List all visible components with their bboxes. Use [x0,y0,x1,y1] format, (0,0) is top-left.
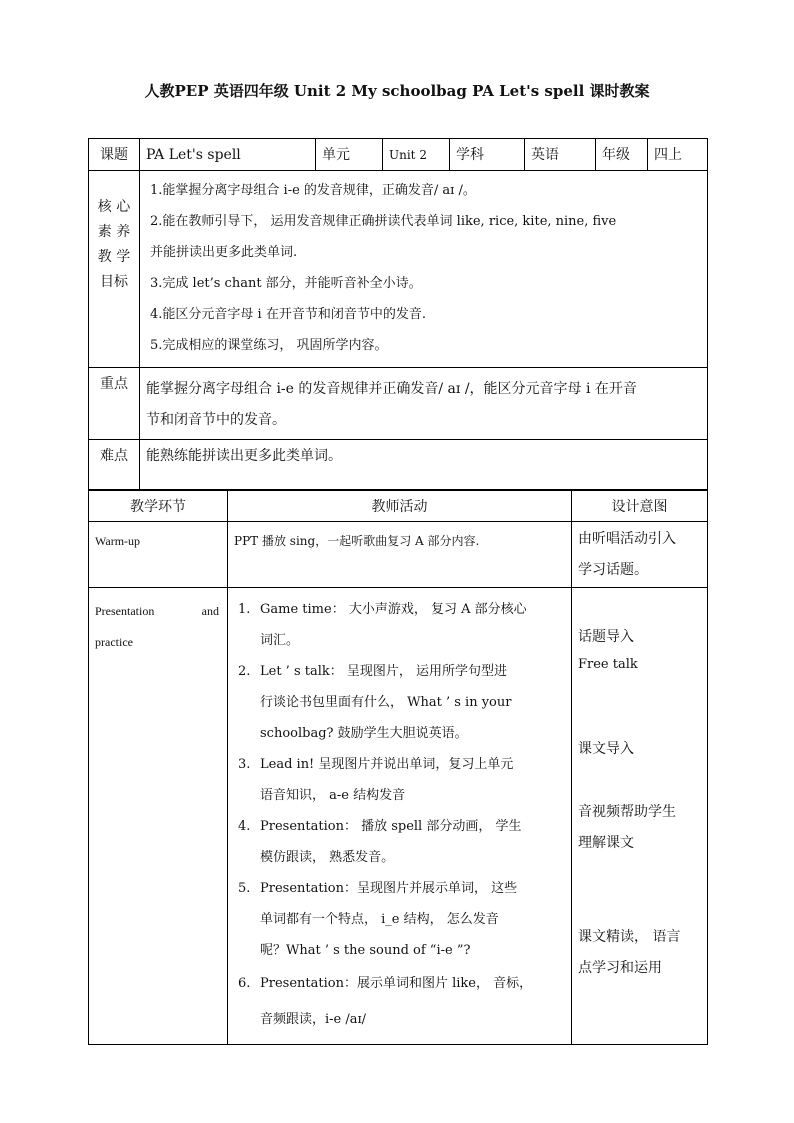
intent-line: 学习话题。 [578,562,648,578]
objectives-label-cell [89,171,140,368]
objective-item: 3.完成 let’s chant 部分，并能听音补全小诗。 [150,276,422,291]
objectives-label-line: 教 学 [97,249,131,265]
key-points-line: 节和闭音节中的发音。 [146,412,286,428]
objectives-label-line: 核 心 [97,199,131,215]
objective-item: 并能拼读出更多此类单词. [150,245,298,260]
grade-value-cell: 四上 [648,139,708,171]
page-title: 人教PEP 英语四年级 Unit 2 My schoolbag PA Let's spell 课时教案 [144,82,650,100]
presentation-activity-cell [228,588,572,1045]
lesson-label-cell: 课题 [89,139,140,171]
activity-step: 3. Lead in! 呈现图片并说出单词，复习上单元 语音知识， a-e 结构发音 [238,757,514,803]
grade-label-cell: 年级 [596,139,648,171]
lesson-info-table [88,138,708,490]
objective-item: 2.能在教师引导下， 运用发音规律正确拼读代表单词 like, rice, kite, nine, five [150,214,617,229]
objectives-label-line: 素 养 [97,224,131,240]
activity-steps [228,588,571,1038]
activity-step: 6. Presentation：展示单词和图片 like， 音标， 音频跟读，i-e /aɪ/ [238,976,533,1027]
warmup-stage-cell: Warm-up [89,522,228,588]
unit-label-cell: 单元 [316,139,383,171]
presentation-stage-cell [89,588,228,1045]
activity-step: 4. Presentation： 播放 spell 部分动画， 学生 模仿跟读， 熟悉发音。 [238,819,522,865]
header-stage: 教学环节 [89,491,228,522]
header-intent: 设计意图 [572,491,708,522]
intent-line: 音视频帮助学生 [578,804,676,820]
objective-item: 1.能掌握分离字母组合 i-e 的发音规律，正确发音/ aɪ /。 [150,183,476,198]
intent-line: 课文导入 [578,741,634,757]
intent-line: 点学习和运用 [578,960,662,976]
stage-word: Presentation [95,604,155,618]
activity-step: 1. Game time： 大小声游戏， 复习 A 部分核心 词汇。 [238,602,527,648]
key-points-line: 能掌握分离字母组合 i-e 的发音规律并正确发音/ aɪ /，能区分元音字母 i 在开音 [146,381,637,397]
key-points-content-cell [140,368,708,440]
activity-step: 2. Let ’ s talk： 呈现图片， 运用所学句型进 行谈论书包里面有什么， What ’ s in your schoolbag? 鼓励学生大胆说英语。 [238,664,512,741]
intent-line: 理解课文 [578,835,634,851]
warmup-intent-cell [572,522,708,588]
activity-step: 5. Presentation：呈现图片并展示单词， 这些 单词都有一个特点， i_e 结构， 怎么发音 呢？What ’ s the sound of “i-e ”? [238,881,518,958]
stage-word: and [201,604,219,618]
stage-word: practice [95,635,133,649]
subject-label-cell: 学科 [450,139,525,171]
warmup-activity-cell: PPT 播放 sing，一起听歌曲复习 A 部分内容. [228,522,572,588]
unit-value-cell: Unit 2 [383,139,450,171]
intent-line: 由听唱活动引入 [578,531,676,547]
presentation-intent-cell [572,588,708,1045]
objectives-content-cell [140,171,708,368]
header-activity: 教师活动 [228,491,572,522]
objective-item: 5.完成相应的课堂练习， 巩固所学内容。 [150,338,388,353]
intent-line: 话题导入 [578,629,634,645]
difficulties-label-cell: 难点 [89,440,140,490]
teaching-process-table [88,490,708,1045]
objectives-label-line: 目标 [100,274,128,290]
lesson-value-cell: PA Let's spell [140,139,316,171]
subject-value-cell: 英语 [525,139,596,171]
objective-item: 4.能区分元音字母 i 在开音节和闭音节中的发音. [150,307,426,322]
key-points-label-cell: 重点 [89,368,140,440]
intent-line: Free talk [578,657,638,672]
intent-line: 课文精读， 语言 [578,929,681,945]
difficulties-content-cell: 能熟练能拼读出更多此类单词。 [140,440,708,490]
